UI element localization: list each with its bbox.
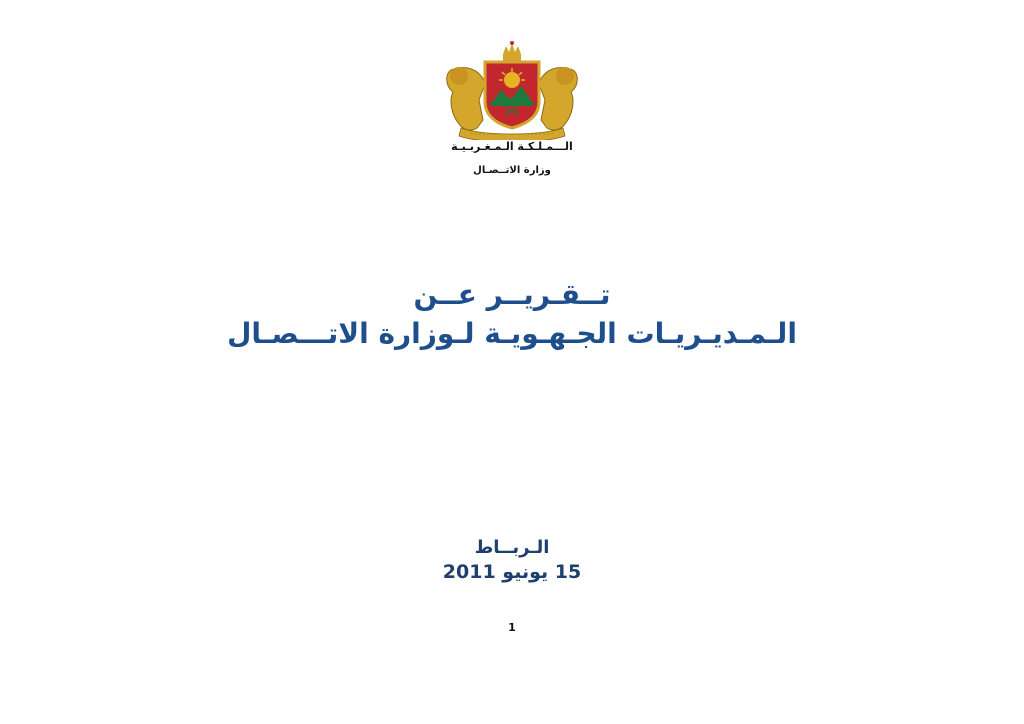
report-city: الـربــاط	[474, 537, 550, 558]
coat-of-arms-icon	[441, 40, 583, 140]
ministry-name: وزارة الاتــصـال	[473, 165, 551, 176]
crown-icon	[503, 41, 521, 62]
page-number: 1	[508, 621, 516, 634]
report-date: 15 يونيو 2011	[442, 561, 582, 583]
report-title-line2: الـمـديـريـات الجـهـويـة لـوزارة الاتـــصـال	[227, 317, 797, 350]
report-title-line1: تــقـريــر عــن	[413, 278, 611, 311]
kingdom-name: الـــمـلـكـة الـمـغـربـيـة	[451, 140, 573, 153]
